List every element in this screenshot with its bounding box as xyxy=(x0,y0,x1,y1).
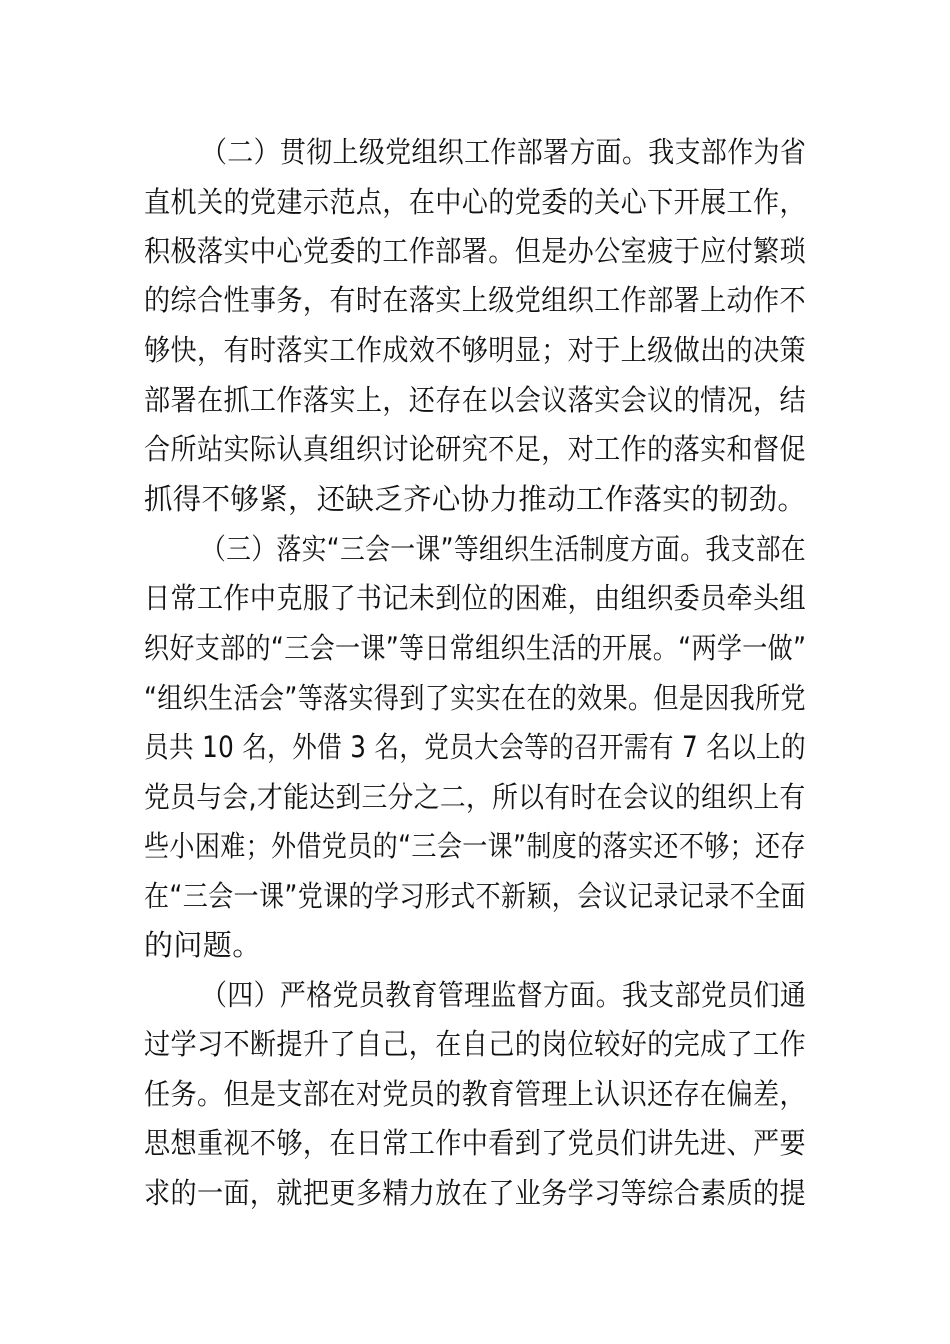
text-line: 日常工作中克服了书记未到位的困难，由组织委员牵头组 xyxy=(144,581,807,615)
text-line: 员共 10 名，外借 3 名，党员大会等的召开需有 7 名以上的 xyxy=(144,730,806,764)
section-3-heading-line: （三）落实“三会一课”等组织生活制度方面。我支部在 xyxy=(201,532,807,566)
text-line: 够快，有时落实工作成效不够明显；对于上级做出的决策 xyxy=(144,333,807,367)
text-line: 抓得不够紧，还缺乏齐心协力推动工作落实的韧劲。 xyxy=(144,482,807,516)
text-line: 的综合性事务，有时在落实上级党组织工作部署上动作不 xyxy=(144,283,807,317)
section-4-heading-line: （四）严格党员教育管理监督方面。我支部党员们通 xyxy=(201,978,807,1012)
text-line: 的问题。 xyxy=(144,928,262,962)
text-line: 求的一面，就把更多精力放在了业务学习等综合素质的提 xyxy=(144,1176,807,1210)
text-line: 任务。但是支部在对党员的教育管理上认识还存在偏差， xyxy=(144,1077,807,1111)
text-line: 部署在抓工作落实上，还存在以会议落实会议的情况，结 xyxy=(144,383,807,417)
text-line: 积极落实中心党委的工作部署。但是办公室疲于应付繁琐 xyxy=(144,234,807,268)
text-line: 在“三会一课”党课的学习形式不新颖，会议记录记录不全面 xyxy=(144,879,806,913)
text-line: “组织生活会”等落实得到了实实在在的效果。但是因我所党 xyxy=(144,681,806,715)
text-line: 过学习不断提升了自己，在自己的岗位较好的完成了工作 xyxy=(144,1027,807,1061)
section-2-heading-line: （二）贯彻上级党组织工作部署方面。我支部作为省 xyxy=(201,135,807,169)
text-line: 织好支部的“三会一课”等日常组织生活的开展。“两学一做” xyxy=(144,631,807,665)
text-line: 合所站实际认真组织讨论研究不足，对工作的落实和督促 xyxy=(144,432,807,466)
text-line: 直机关的党建示范点，在中心的党委的关心下开展工作， xyxy=(144,185,807,219)
text-line: 思想重视不够，在日常工作中看到了党员们讲先进、严要 xyxy=(144,1126,807,1160)
text-line: 些小困难；外借党员的“三会一课”制度的落实还不够；还存 xyxy=(144,829,806,863)
text-line: 党员与会,才能达到三分之二，所以有时在会议的组织上有 xyxy=(144,780,806,814)
